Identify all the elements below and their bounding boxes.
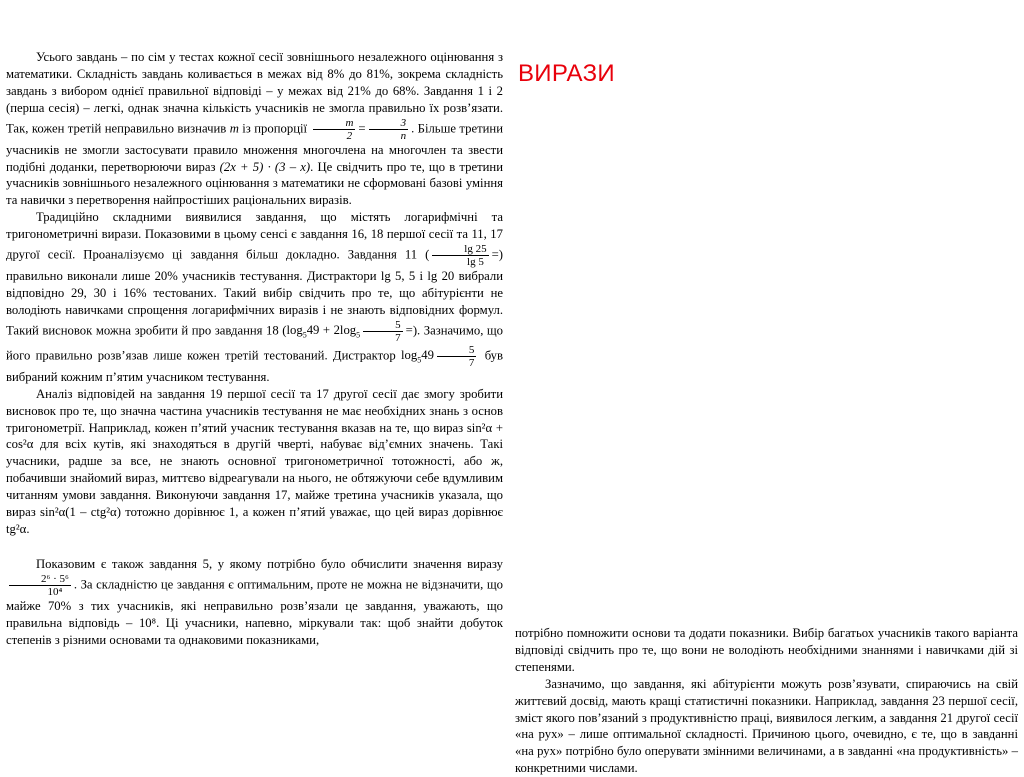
p4-text-2: . За складністю це завдання є оптимальним, проте не можна не відзначити, що майже 70% з тих учасників, які неправильно розв’язали це завдання, уважають, що правильна відповідь – (6, 577, 503, 630)
p1-text-4: . Це свідчить про те, що в третини учасників зовнішнього незалежного оцінювання з математики не сформовані базові уміння та навички з перетворення найпростіших раціональних виразів. (6, 159, 504, 208)
p2-text-6: був вибраний кожним п’ятим учасником тестування. (6, 348, 504, 384)
math-answer-10-8: 10⁸ (138, 615, 157, 630)
math-sin2-ctg2: sin²α(1 – ctg²α) (40, 505, 121, 520)
p2-text-5: ). Зазначимо, що його правильно розв’язав лише кожен третій тестований. Дистрактор (6, 323, 503, 363)
math-log-expression: $\log_549 + 2\log_5$ $\frac{5}{7}$ = (286, 318, 413, 344)
p4-text-1: Показовим є також завдання 5, у якому потрібно було обчислити значення виразу (36, 556, 503, 571)
proportion-right-fraction: $\frac{3}{n}$ (369, 117, 409, 142)
paragraph-2: Традиційно складними виявилися завдання, що містять логарифмічні та тригонометричні вирази. Показовими в цьому сенсі є завдання 16, 18 першої сесії та 11, 17 другої сесії. Проаналізуємо ці завдання більш докладно. Завдання 11 ( $\frac{\lg 25}{\lg 5}$ =) правильно виконали лише 20% учасників тестування. Дистрактори lg 5, 5 і lg 20 вибрали відповідно 29, 30 і 16% тестованих. Такий вибір свідчить про те, що абітурієнти не володіють навичками спрощення логарифмічних виразів і не знають відповідних формул. Такий висновок можна зробити й про завдання 18 ($\log_549 + 2\log_5$ $\frac{5}{7}$ =). Зазначимо, що його правильно розв’язав лише кожен третій тестований. Дистрактор $\log_549$ $\frac{5}{7}$ був вибраний кожним п’ятим учасником тестування. (6, 210, 504, 384)
math-lg5: lg 5 (380, 269, 402, 284)
math-sin2-cos2: sin²α + cos²α (6, 420, 503, 452)
paragraph-1: Усього завдань – по сім у тестах кожної сесії зовнішнього незалежного оцінювання з математики. Складність завдань коливається в межах від 8% до 81%, зокрема складність завдань з вибором однієї правильної відповіді – у межах від 21% до 68%. Завдання 1 і 2 (перша сесія) – легкі, однак значна кількість учасників не змогла правильно їх розв’язати. Так, кожен третій неправильно визначив m із пропорції $\frac{m}{2}$ = $\frac{3}{n}$ . Більше третини учасників не змогли застосувати правило множення многочлена на многочлен та звести подібні доданки, перетворюючи вираз (2x + 5) · (3 – x). Це свідчить про те, що в третини учасників зовнішнього незалежного оцінювання з математики не сформовані базові уміння та навички з перетворення найпростіших раціональних виразів. (6, 50, 504, 208)
p3-text-2: для всіх кутів, які знаходяться в другій чверті, набуває від’ємних значень. Такі учасники, радше за все, не знають основної тригонометричної тотожності, або ж, побачивши знайомий вираз, миттєво відреагували на нього, не обтяжуючи себе вдумливим читанням умови завдання. Виконуючи завдання 17, майже третина учасників указала, що вираз (6, 437, 504, 520)
proportion-left-fraction: $\frac{m}{2}$ (313, 117, 355, 142)
p4-text-3: . Ці учасники, напевно, міркували так: щоб знайти добуток степенів з різними основами та однаковими показниками, (6, 615, 503, 647)
p1-text-2: із пропорції (242, 121, 308, 136)
right-column (515, 625, 1018, 777)
p2-text-1: Традиційно складними виявилися завдання, що містять логарифмічні та тригонометричні вирази. Показовими в цьому сенсі є завдання 16, 18 першої сесії та 11, 17 другої сесії. Проаналізуємо ці завдання більш докладно. Завдання 11 ( (6, 210, 503, 262)
right-paragraph-2: Зазначимо, що завдання, які абітурієнти можуть розв’язувати, спираючись на свій життєвий досвід, мають кращі статистичні показники. Наприклад, завдання 23 першої сесії, зміст якого пов’язаний з продуктивністю праці, виявилося легким, а завдання 21 другої сесії «на рух» – лише оптимальної складності. Причиною цього, очевидно, є те, що в завданні «на рух» потрібно було оперувати змінними величинами, а в завданні «на продуктивність» – конкретними числами. (515, 676, 1018, 776)
paragraph-3: Аналіз відповідей на завдання 19 першої сесії та 17 другої сесії дає змогу зробити висновок про те, що значна частина учасників тестування не має необхідних знань з основ тригонометрії. Наприклад, кожен п’ятий учасник тестування вказав на те, що вираз sin²α + cos²α для всіх кутів, які знаходяться в другій чверті, набуває від’ємних значень. Такі учасники, радше за все, не знають основної тригонометричної тотожності, або ж, побачивши знайомий вираз, миттєво відреагували на нього, не обтяжуючи себе вдумливим читанням умови завдання. Виконуючи завдання 17, майже третина учасників указала, що вираз sin²α(1 – ctg²α) тотожно дорівнює 1, а кожен п’ятий уважає, що цей вираз дорівнює tg²α. (6, 386, 504, 536)
paragraph-gap (6, 538, 503, 556)
p2-text-3: , 5 і (401, 269, 424, 284)
p2-text-4: вибрали відповідно 29, 30 і 16% тестованих. Такий вибір свідчить про те, що абітурієнти не володіють навичками спрощення логарифмічних виразів і не знають відповідних формул. Такий висновок можна зробити й про завдання 18 ( (6, 269, 504, 338)
p1-text-1: Усього завдань – по сім у тестах кожної сесії зовнішнього незалежного оцінювання з математики. Складність завдань коливається в межах від 8% до 81%, зокрема складність завдань з вибором однієї правильної відповіді – у межах від 21% до 68%. Завдання 1 і 2 (перша сесія) – легкі, однак значна кількість учасників не змогла правильно їх розв’язати. Так, кожен третій неправильно визначив (6, 50, 503, 136)
math-distractor-log: $\log_549$ $\frac{5}{7}$ (401, 343, 475, 369)
section-title: ВИРАЗИ (518, 60, 615, 87)
p1-text-3: . Більше третини учасників не змогли застосувати правило множення многочлена на многочлен та звести подібні доданки, перетворюючи вираз (6, 121, 503, 174)
math-fraction-powers: $\frac{\text{2⁶ · 5⁶}}{\text{10⁴}}$ (9, 573, 71, 598)
paragraph-4 (6, 556, 503, 649)
left-column (6, 49, 503, 648)
math-var-m: m (229, 121, 239, 136)
math-tg2: tg²α (6, 521, 27, 536)
p2-text-2: ) правильно виконали лише 20% учасників тестування. Дистрактори (6, 247, 503, 284)
math-expr-polynomial: (2x + 5) · (3 – x) (219, 159, 311, 174)
math-lg20: lg 20 (427, 269, 455, 284)
math-fraction-lg25-lg5: $\frac{\lg 25}{\lg 5}$ (432, 243, 488, 268)
right-paragraph-1: потрібно помножити основи та додати показники. Вибір багатьох учасників такого варіанта відповіді свідчить про те, що вони не володіють необхідними знаннями і навичками дій зі степенями. (515, 626, 1018, 674)
p3-text-3: тотожно дорівнює 1, а кожен п’ятий уважає, що цей вираз дорівнює (125, 505, 503, 520)
p3-text-1: Аналіз відповідей на завдання 19 першої сесії та 17 другої сесії дає змогу зробити висновок про те, що значна частина учасників тестування не має необхідних знань з основ тригонометрії. Наприклад, кожен п’ятий учасник тестування вказав на те, що вираз (6, 386, 503, 435)
